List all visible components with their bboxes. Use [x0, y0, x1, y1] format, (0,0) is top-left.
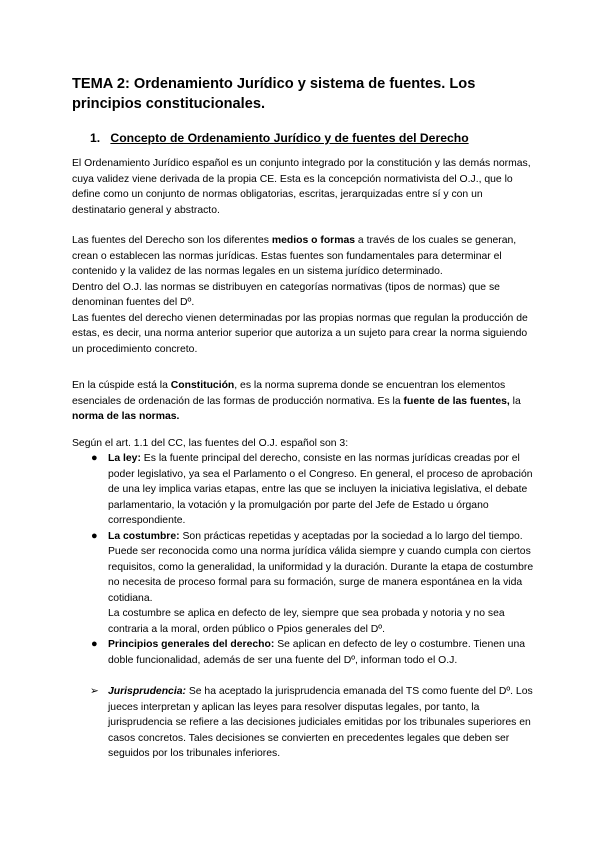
paragraph-categorias: Dentro del O.J. las normas se distribuyen en categorías normativas (tipos de normas) que se denominan fuentes del Dº. [72, 281, 500, 308]
document-title: TEMA 2: Ordenamiento Jurídico y sistema de fuentes. Los principios constitucionales. [72, 76, 476, 112]
bullet-icon: ● [91, 638, 98, 650]
paragraph-constitucion: En la cúspide está la Constitución, es la norma suprema donde se encuentran los elementos esenciales de ordenación de las formas de producción normativa. Es la fuente de las fuentes, la norma de las normas. [72, 380, 521, 422]
list-item-costumbre: ● La costumbre: Son prácticas repetidas y aceptadas por la sociedad a lo largo del tiempo. Puede ser reconocida como una norma jurídica válida siempre y cuando cumpla con ciertos requisitos, como la generalidad, la uniformidad y la duración. Durante la etapa de costumbre no necesita de proceso formal para su formación, surge de manera espontánea en la vida cotidiana. La costumbre se aplica en defecto de ley, siempre que sea probada y notoria y no sea contraria a la moral, orden público o Ppios generales del Dº. [91, 529, 534, 635]
bold-norma-normas: norma de las normas. [72, 411, 180, 422]
arrow-bullet-icon: ➢ [90, 686, 99, 697]
bold-fuente-fuentes: fuente de las fuentes, [403, 395, 510, 407]
paragraph-oj-definition: El Ordenamiento Jurídico español es un conjunto integrado por la constitución y las demás normas, cuya validez viene derivada de la propia CE. Esta es la concepción normativista del O.J., que lo define como un conjunto de normas obligatorias, escritas, jerarquizadas entre sí y con un destinatario general y abstracto. [72, 158, 531, 216]
list-item-jurisprudencia: ➢ Jurisprudencia: Se ha aceptado la jurisprudencia emanada del TS como fuente del Dº. Los jueces interpretan y aplican las leyes para resolver disputas legales, por tanto, la jurisprudencia se refiere a las decisiones judiciales emitidas por los tribunales superiores en casos concretos. Tales decisiones se convierten en precedentes legales que deben ser seguidos por los tribunales inferiores. [90, 686, 533, 759]
paragraph-produccion: Las fuentes del derecho vienen determinadas por las propias normas que regulan la producción de estas, es decir, una norma anterior superior que autoriza a un sujeto para crear la norma siguiendo un procedimiento concreto. [72, 312, 528, 355]
section-heading [90, 130, 469, 146]
bullet-icon: ● [91, 529, 98, 542]
section-heading-text: Concepto de Ordenamiento Jurídico y de fuentes del Derecho [110, 131, 469, 145]
paragraph-fuentes: Las fuentes del Derecho son los diferentes medios o formas a través de los cuales se generan, crean o establecen las normas jurídicas. Estas fuentes son fundamentales para determinar el contenido y la validez de las normas legales en un sistema jurídico determinado. Dentro del O.J. las normas se distribuyen en categorías normativas (tipos de normas) que se denominan fuentes del Dº. Las fuentes del derecho vienen determinadas por las propias normas que regulan la producción de estas, es decir, una norma anterior superior que autoriza a un sujeto para crear la norma siguiendo un procedimiento concreto. [72, 235, 528, 355]
list-item-principios: ● Principios generales del derecho: Se aplican en defecto de ley o costumbre. Tienen una doble funcionalidad, además de ser una fuente del Dº, informan todo el O.J. [91, 638, 526, 666]
bold-constitucion: Constitución [170, 380, 235, 391]
sources-list [72, 451, 534, 668]
list-intro: Según el art. 1.1 del CC, las fuentes del O.J. español son 3: [72, 438, 349, 449]
bold-medios-formas: medios o formas [271, 235, 356, 246]
section-number: 1. [90, 131, 101, 145]
list-item-ley: ● La ley: Es la fuente principal del derecho, consiste en las normas jurídicas creadas por el poder legislativo, ya sea el Parlamento o el Congreso. En general, el proceso de aprobación de una ley implica varias etapas, entre las que se incluyen la iniciativa legislativa, el debate parlamentario, la votación y la promulgación por parte del Jefe de Estado u órgano correspondiente. [91, 452, 533, 526]
bullet-icon: ● [91, 452, 98, 464]
